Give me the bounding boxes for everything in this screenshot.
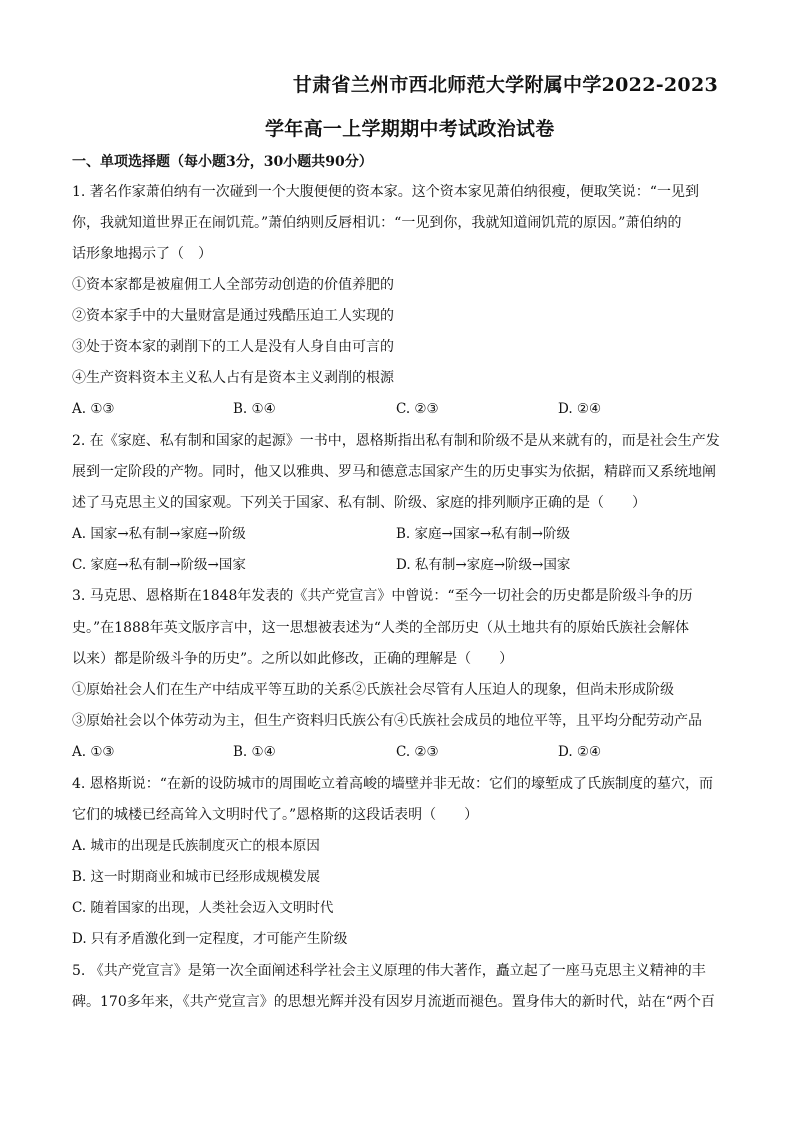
q4-option-a: A. 城市的出现是氏族制度灭亡的根本原因 [72, 838, 320, 854]
q5-stem-line: 碑。170多年来，《共产党宣言》的思想光辉并没有因岁月流逝而褪色。置身伟大的新时代，站在“两个百 [72, 994, 715, 1010]
q1-item: ②资本家手中的大量财富是通过残酷压迫工人实现的 [72, 308, 394, 324]
q3-option-c: C. ②③ [396, 744, 439, 760]
q2-option-b: B. 家庭→国家→私有制→阶级 [396, 526, 570, 542]
q1-stem-line: 1. 著名作家萧伯纳有一次碰到一个大腹便便的资本家。这个资本家见萧伯纳很瘦，便取笑说：“一见到 [72, 184, 699, 200]
section-heading: 一、单项选择题（每小题3分，30小题共90分） [72, 154, 373, 170]
q3-stem-line: 以来）都是阶级斗争的历史”。之所以如此修改，正确的理解是（ ） [72, 651, 514, 667]
q5-stem-line: 5. 《共产党宣言》是第一次全面阐述科学社会主义原理的伟大著作，矗立起了一座马克思主义精神的丰 [72, 963, 706, 979]
q3-stem-line: 3. 马克思、恩格斯在1848年发表的《共产党宣言》中曾说：“至今一切社会的历史都是阶级斗争的历 [72, 588, 693, 604]
q3-item: ①原始社会人们在生产中结成平等互助的关系②氏族社会尽管有人压迫人的现象，但尚未形成阶级 [72, 682, 674, 698]
q1-stem-line: 你，我就知道世界正在闹饥荒。”萧伯纳则反唇相讥：“一见到你，我就知道闹饥荒的原因。”萧伯纳的 [72, 215, 682, 231]
q4-option-d: D. 只有矛盾激化到一定程度，才可能产生阶级 [72, 931, 348, 947]
q2-option-a: A. 国家→私有制→家庭→阶级 [72, 526, 246, 542]
q1-option-a: A. ①③ [72, 401, 115, 417]
q2-option-c: C. 家庭→私有制→阶级→国家 [72, 557, 246, 573]
q4-option-b: B. 这一时期商业和城市已经形成规模发展 [72, 869, 321, 885]
q4-option-c: C. 随着国家的出现，人类社会迈入文明时代 [72, 900, 334, 916]
q2-stem-line: 2. 在《家庭、私有制和国家的起源》一书中，恩格斯指出私有制和阶级不是从来就有的，而是社会生产发 [72, 433, 720, 449]
q3-option-d: D. ②④ [558, 744, 602, 760]
q1-item: ③处于资本家的剥削下的工人是没有人身自由可言的 [72, 339, 394, 355]
q2-stem-line: 述了马克思主义的国家观。下列关于国家、私有制、阶级、家庭的排列顺序正确的是（ ） [72, 495, 646, 511]
q4-stem-line: 4. 恩格斯说：“在新的设防城市的周围屹立着高峻的墙壁并非无故：它们的壕堑成了氏族制度的墓穴，而 [72, 776, 713, 792]
page-title-line2: 学年高一上学期期中考试政治试卷 [265, 118, 555, 140]
q2-stem-line: 展到一定阶段的产物。同时，他又以雅典、罗马和德意志国家产生的历史事实为依据，精辟而又系统地阐 [72, 464, 716, 480]
q1-item: ①资本家都是被雇佣工人全部劳动创造的价值养肥的 [72, 277, 394, 293]
q4-stem-line: 它们的城楼已经高耸入文明时代了。”恩格斯的这段话表明（ ） [72, 807, 479, 823]
q3-option-b: B. ①④ [233, 744, 276, 760]
q3-option-a: A. ①③ [72, 744, 115, 760]
page-title-line1: 甘肃省兰州市西北师范大学附属中学2022-2023 [292, 74, 718, 96]
q2-option-d: D. 私有制→家庭→阶级→国家 [396, 557, 571, 573]
q1-stem-line: 话形象地揭示了（ ） [72, 246, 212, 262]
q3-stem-line: 史。”在1888年英文版序言中，这一思想被表述为“人类的全部历史（从土地共有的原始氏族社会解体 [72, 620, 689, 636]
q3-item: ③原始社会以个体劳动为主，但生产资料归氏族公有④氏族社会成员的地位平等，且平均分配劳动产品 [72, 713, 702, 729]
q1-option-c: C. ②③ [396, 401, 439, 417]
q1-option-b: B. ①④ [233, 401, 276, 417]
q1-option-d: D. ②④ [558, 401, 602, 417]
q1-item: ④生产资料资本主义私人占有是资本主义剥削的根源 [72, 370, 394, 386]
